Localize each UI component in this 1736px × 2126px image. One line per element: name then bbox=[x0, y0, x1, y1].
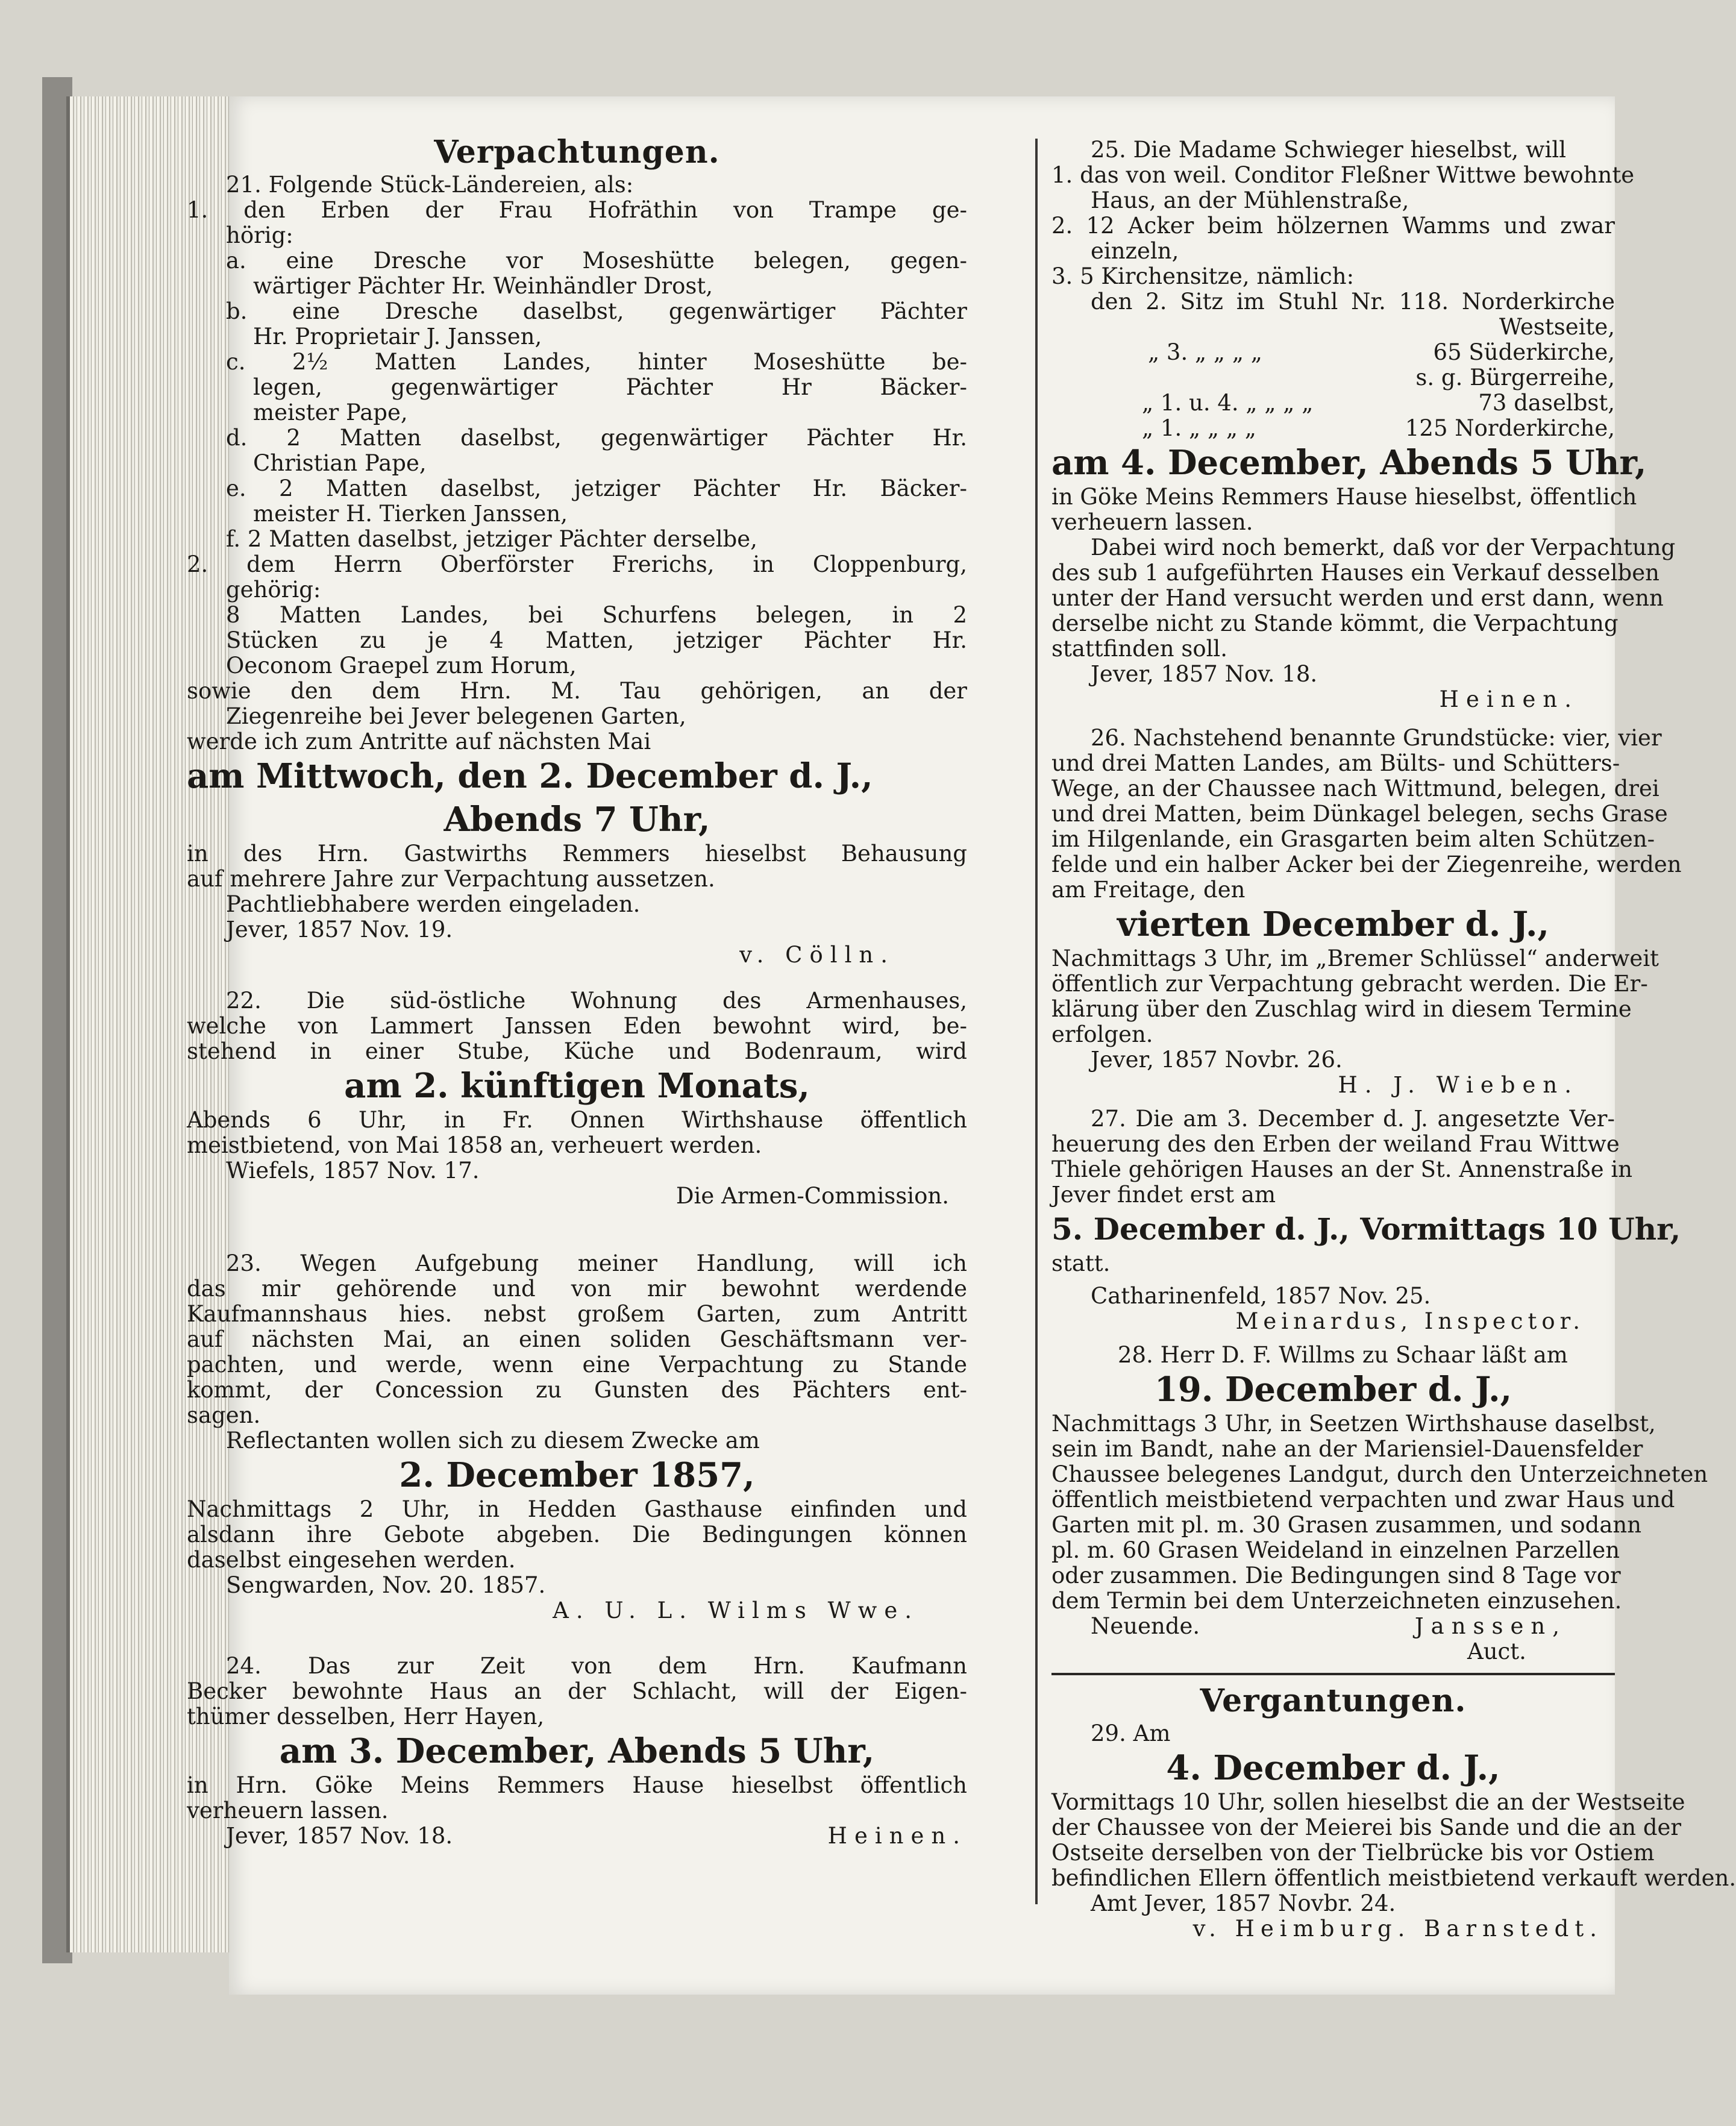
text-line: pachten, und werde, wenn eine Verpachtung zu Stande bbox=[187, 1352, 967, 1378]
text-line: f. 2 Matten daselbst, jetziger Pächter derselbe, bbox=[226, 526, 757, 552]
text-line: in Göke Meins Remmers Hause hieselbst, öffentlich bbox=[1051, 484, 1637, 510]
date-heading: 2. December 1857, bbox=[399, 1455, 755, 1495]
left-column bbox=[187, 133, 967, 1849]
text-line: legen, gegenwärtiger Pächter Hr Bäcker- bbox=[253, 374, 967, 400]
text-line: Stücken zu je 4 Matten, jetziger Pächter Hr. bbox=[226, 627, 967, 653]
text-line: kommt, der Concession zu Gunsten des Pächters ent- bbox=[187, 1377, 967, 1403]
text-line: sowie den dem Hrn. M. Tau gehörigen, an der bbox=[187, 678, 967, 704]
text-line: statt. bbox=[1051, 1250, 1111, 1276]
text-line: Jever, 1857 Nov. 19. bbox=[226, 917, 453, 942]
text-line: derselbe nicht zu Stande kömmt, die Verpachtung bbox=[1051, 610, 1618, 636]
text-line: Reflectanten wollen sich zu diesem Zwecke am bbox=[226, 1428, 760, 1453]
text-line: und drei Matten Landes, am Bülts- und Schütters- bbox=[1051, 750, 1620, 776]
text-line: welche von Lammert Janssen Eden bewohnt wird, be- bbox=[187, 1013, 967, 1039]
text-line: auf mehrere Jahre zur Verpachtung aussetzen. bbox=[187, 866, 715, 892]
date-heading: am 3. December, Abends 5 Uhr, bbox=[279, 1731, 875, 1771]
text-line: am Freitage, den bbox=[1051, 877, 1246, 903]
text-line: Abends 6 Uhr, in Fr. Onnen Wirthshause öffentlich bbox=[187, 1107, 967, 1133]
text-line: wärtiger Pächter Hr. Weinhändler Drost, bbox=[253, 273, 713, 299]
text-line: Wege, an der Chaussee nach Wittmund, belegen, drei bbox=[1051, 776, 1659, 801]
pew-row bbox=[1051, 390, 1615, 416]
notice-21 bbox=[187, 172, 967, 968]
text-line: Jever, 1857 Novbr. 26. bbox=[1091, 1047, 1343, 1073]
text-line: thümer desselben, Herr Hayen, bbox=[187, 1704, 545, 1729]
notice-22 bbox=[187, 988, 967, 1209]
text-line: sagen. bbox=[187, 1402, 261, 1428]
date-heading: am 4. December, Abends 5 Uhr, bbox=[1051, 443, 1647, 483]
text-line: auf nächsten Mai, an einen soliden Geschäftsmann ver- bbox=[187, 1326, 967, 1352]
date-heading: am Mittwoch, den 2. December d. J., bbox=[187, 756, 873, 796]
text-line: pl. m. 60 Grasen Weideland in einzelnen Parzellen bbox=[1051, 1537, 1620, 1563]
text-line: dem Termin bei dem Unterzeichneten einzusehen. bbox=[1051, 1588, 1622, 1614]
text-line: und drei Matten, beim Dünkagel belegen, sechs Grase bbox=[1051, 801, 1668, 827]
date-heading: 19. December d. J., bbox=[1154, 1370, 1512, 1409]
text-line: Sengwarden, Nov. 20. 1857. bbox=[226, 1572, 546, 1598]
notice-28 bbox=[1051, 1342, 1708, 1664]
text-line: 21. Folgende Stück-Ländereien, als: bbox=[226, 172, 634, 198]
signature: v. Heimburg. Barnstedt. bbox=[1192, 1916, 1603, 1942]
text-line: Neuende. bbox=[1091, 1613, 1200, 1639]
text-line: sein im Bandt, nahe an der Mariensiel-Dauensfelder bbox=[1051, 1436, 1643, 1462]
text-line: 73 daselbst, bbox=[1478, 390, 1615, 416]
text-line: Vormittags 10 Uhr, sollen hieselbst die an der Westseite bbox=[1051, 1789, 1685, 1815]
text-line: Christian Pape, bbox=[253, 450, 427, 476]
section-divider bbox=[1051, 1673, 1615, 1675]
text-line: Auct. bbox=[1467, 1638, 1526, 1664]
text-line: das mir gehörende und von mir bewohnt werdende bbox=[187, 1276, 967, 1302]
text-line: verheuern lassen. bbox=[187, 1798, 389, 1823]
text-line: 125 Norderkirche, bbox=[1405, 415, 1615, 441]
text-line: Haus, an der Mühlenstraße, bbox=[1091, 187, 1409, 213]
signature: v. Cölln. bbox=[739, 942, 895, 968]
text-line: 2. 12 Acker beim hölzernen Wamms und zwar bbox=[1051, 213, 1615, 239]
text-line: Nachmittags 2 Uhr, in Hedden Gasthause einfinden und bbox=[187, 1496, 967, 1522]
text-line: meister H. Tierken Janssen, bbox=[253, 501, 568, 527]
text-line: meistbietend, von Mai 1858 an, verheuert werden. bbox=[187, 1132, 762, 1158]
text-line: a. eine Dresche vor Moseshütte belegen, gegen- bbox=[226, 248, 967, 274]
text-line: Hr. Proprietair J. Janssen, bbox=[253, 324, 542, 350]
ditto-marks: „ 3. „ „ „ „ bbox=[1148, 339, 1262, 365]
text-line: Jever findet erst am bbox=[1051, 1182, 1276, 1208]
text-line: Wiefels, 1857 Nov. 17. bbox=[226, 1158, 480, 1184]
notice-24 bbox=[187, 1654, 967, 1849]
text-line: oder zusammen. Die Bedingungen sind 8 Tage vor bbox=[1051, 1563, 1621, 1588]
section-title: Vergantungen. bbox=[1200, 1682, 1467, 1719]
text-line: befindlichen Ellern öffentlich meistbietend verkauft werden. bbox=[1051, 1865, 1736, 1891]
text-line: alsdann ihre Gebote abgeben. Die Bedingungen können bbox=[187, 1522, 967, 1547]
text-line: 27. Die am 3. December d. J. angesetzte Ver- bbox=[1091, 1106, 1615, 1132]
text-line: 8 Matten Landes, bei Schurfens belegen, in 2 bbox=[226, 602, 967, 628]
section-title: Verpachtungen. bbox=[434, 134, 720, 171]
text-line: erfolgen. bbox=[1051, 1021, 1153, 1047]
text-line: Chaussee belegenes Landgut, durch den Unterzeichneten bbox=[1051, 1461, 1708, 1487]
text-line: 29. Am bbox=[1091, 1720, 1171, 1746]
signature: Die Armen-Commission. bbox=[675, 1183, 949, 1209]
dateline-row bbox=[1051, 1614, 1615, 1639]
text-line: öffentlich meistbietend verpachten und zwar Haus und bbox=[1051, 1487, 1675, 1513]
text-line: im Hilgenlande, ein Grasgarten beim alten Schützen- bbox=[1051, 826, 1655, 852]
time-heading: Abends 7 Uhr, bbox=[443, 800, 710, 839]
signature: A. U. L. Wilms Wwe. bbox=[553, 1598, 919, 1623]
date-heading: vierten December d. J., bbox=[1117, 905, 1549, 944]
text-line: c. 2½ Matten Landes, hinter Moseshütte be- bbox=[226, 349, 967, 375]
ditto-marks: „ 1. u. 4. „ „ „ „ bbox=[1142, 390, 1314, 416]
dateline-row bbox=[187, 1823, 967, 1849]
text-line: in Hrn. Göke Meins Remmers Hause hieselbst öffentlich bbox=[187, 1772, 967, 1798]
text-line: 22. Die süd-östliche Wohnung des Armenhauses, bbox=[226, 988, 967, 1014]
text-line: Ostseite derselben von der Tielbrücke bis vor Ostiem bbox=[1051, 1840, 1655, 1866]
text-line: in des Hrn. Gastwirths Remmers hieselbst Behausung bbox=[187, 841, 967, 867]
text-line: Becker bewohnte Haus an der Schlacht, will der Eigen- bbox=[187, 1678, 967, 1704]
text-line: klärung über den Zuschlag wird in diesem Termine bbox=[1051, 996, 1632, 1022]
notice-27 bbox=[1051, 1106, 1681, 1334]
notice-23 bbox=[187, 1251, 967, 1623]
text-line: der Chaussee von der Meierei bis Sande und die an der bbox=[1051, 1814, 1682, 1840]
text-line: 1. das von weil. Conditor Fleßner Wittwe bewohnte bbox=[1051, 162, 1635, 188]
text-line: Ziegenreihe bei Jever belegenen Garten, bbox=[226, 703, 686, 729]
text-line: Thiele gehörigen Hauses an der St. Annenstraße in bbox=[1051, 1156, 1633, 1182]
text-line: öffentlich zur Verpachtung gebracht werden. Die Er- bbox=[1051, 971, 1648, 997]
right-column bbox=[1051, 137, 1736, 1942]
text-line: Nachmittags 3 Uhr, im „Bremer Schlüssel“ anderweit bbox=[1051, 945, 1659, 971]
ditto-marks: „ 1. „ „ „ „ bbox=[1142, 415, 1256, 441]
text-line: stattfinden soll. bbox=[1051, 636, 1228, 662]
text-line: 25. Die Madame Schwieger hieselbst, will bbox=[1091, 137, 1567, 163]
text-line: 23. Wegen Aufgebung meiner Handlung, will ich bbox=[226, 1250, 967, 1276]
text-line: den 2. Sitz im Stuhl Nr. 118. Norderkirche bbox=[1091, 289, 1615, 315]
text-line: hörig: bbox=[226, 222, 293, 248]
text-line: werde ich zum Antritte auf nächsten Mai bbox=[187, 729, 651, 754]
text-line: Westseite, bbox=[1499, 314, 1615, 340]
text-line: Jever, 1857 Nov. 18. bbox=[1091, 661, 1318, 687]
text-line: stehend in einer Stube, Küche und Bodenraum, wird bbox=[187, 1038, 967, 1064]
text-line: s. g. Bürgerreihe, bbox=[1415, 365, 1615, 390]
text-line: 28. Herr D. F. Willms zu Schaar läßt am bbox=[1118, 1342, 1568, 1368]
pew-row bbox=[1051, 340, 1615, 365]
text-line: Nachmittags 3 Uhr, in Seetzen Wirthshause daselbst, bbox=[1051, 1411, 1656, 1437]
text-line: heuerung des den Erben der weiland Frau Wittwe bbox=[1051, 1131, 1620, 1157]
signature: Meinardus, Inspector. bbox=[1235, 1308, 1585, 1334]
signature: Janssen, bbox=[1414, 1613, 1567, 1639]
text-line: meister Pape, bbox=[253, 400, 408, 425]
text-line: verheuern lassen. bbox=[1051, 509, 1253, 535]
notice-29 bbox=[1051, 1720, 1736, 1942]
signature: Heinen. bbox=[1439, 686, 1579, 712]
text-line: b. eine Dresche daselbst, gegenwärtiger Pächter bbox=[226, 298, 967, 324]
date-heading: 4. December d. J., bbox=[1166, 1748, 1500, 1788]
text-line: des sub 1 aufgeführten Hauses ein Verkauf desselben bbox=[1051, 560, 1659, 586]
text-line: unter der Hand versucht werden und erst dann, wenn bbox=[1051, 585, 1664, 611]
text-line: 65 Süderkirche, bbox=[1433, 339, 1615, 365]
notice-26 bbox=[1051, 725, 1682, 1098]
date-heading: am 2. künftigen Monats, bbox=[344, 1066, 810, 1106]
text-line: e. 2 Matten daselbst, jetziger Pächter Hr. Bäcker- bbox=[226, 475, 967, 501]
signature: Heinen. bbox=[827, 1823, 967, 1849]
text-line: Catharinenfeld, 1857 Nov. 25. bbox=[1091, 1283, 1431, 1309]
text-line: Garten mit pl. m. 30 Grasen zusammen, und sodann bbox=[1051, 1512, 1642, 1538]
text-line: felde und ein halber Acker bei der Ziegenreihe, werden bbox=[1051, 851, 1682, 877]
text-line: Oeconom Graepel zum Horum, bbox=[226, 653, 577, 679]
text-line: d. 2 Matten daselbst, gegenwärtiger Pächter Hr. bbox=[226, 425, 967, 451]
column-rule bbox=[1035, 139, 1038, 1904]
text-line: daselbst eingesehen werden. bbox=[187, 1547, 516, 1573]
text-line: Dabei wird noch bemerkt, daß vor der Verpachtung bbox=[1091, 535, 1676, 560]
text-line: Amt Jever, 1857 Novbr. 24. bbox=[1091, 1890, 1396, 1916]
text-line: Pachtliebhabere werden eingeladen. bbox=[226, 891, 641, 917]
notice-25 bbox=[1051, 137, 1676, 712]
text-line: 3. 5 Kirchensitze, nämlich: bbox=[1051, 263, 1355, 289]
signature: H. J. Wieben. bbox=[1338, 1072, 1579, 1098]
text-line: 1. den Erben der Frau Hofräthin von Trampe ge- bbox=[187, 197, 967, 223]
text-line: Jever, 1857 Nov. 18. bbox=[226, 1823, 453, 1849]
text-line: einzeln, bbox=[1091, 238, 1179, 264]
text-line: 24. Das zur Zeit von dem Hrn. Kaufmann bbox=[226, 1653, 967, 1679]
text-line: 26. Nachstehend benannte Grundstücke: vier, vier bbox=[1091, 725, 1662, 751]
text-line: 2. dem Herrn Oberförster Frerichs, in Cloppenburg, bbox=[187, 551, 967, 577]
pew-row bbox=[1051, 416, 1615, 441]
text-line: Kaufmannshaus hies. nebst großem Garten, zum Antritt bbox=[187, 1301, 967, 1327]
text-line: gehörig: bbox=[226, 577, 321, 603]
date-heading: 5. December d. J., Vormittags 10 Uhr, bbox=[1051, 1211, 1681, 1247]
